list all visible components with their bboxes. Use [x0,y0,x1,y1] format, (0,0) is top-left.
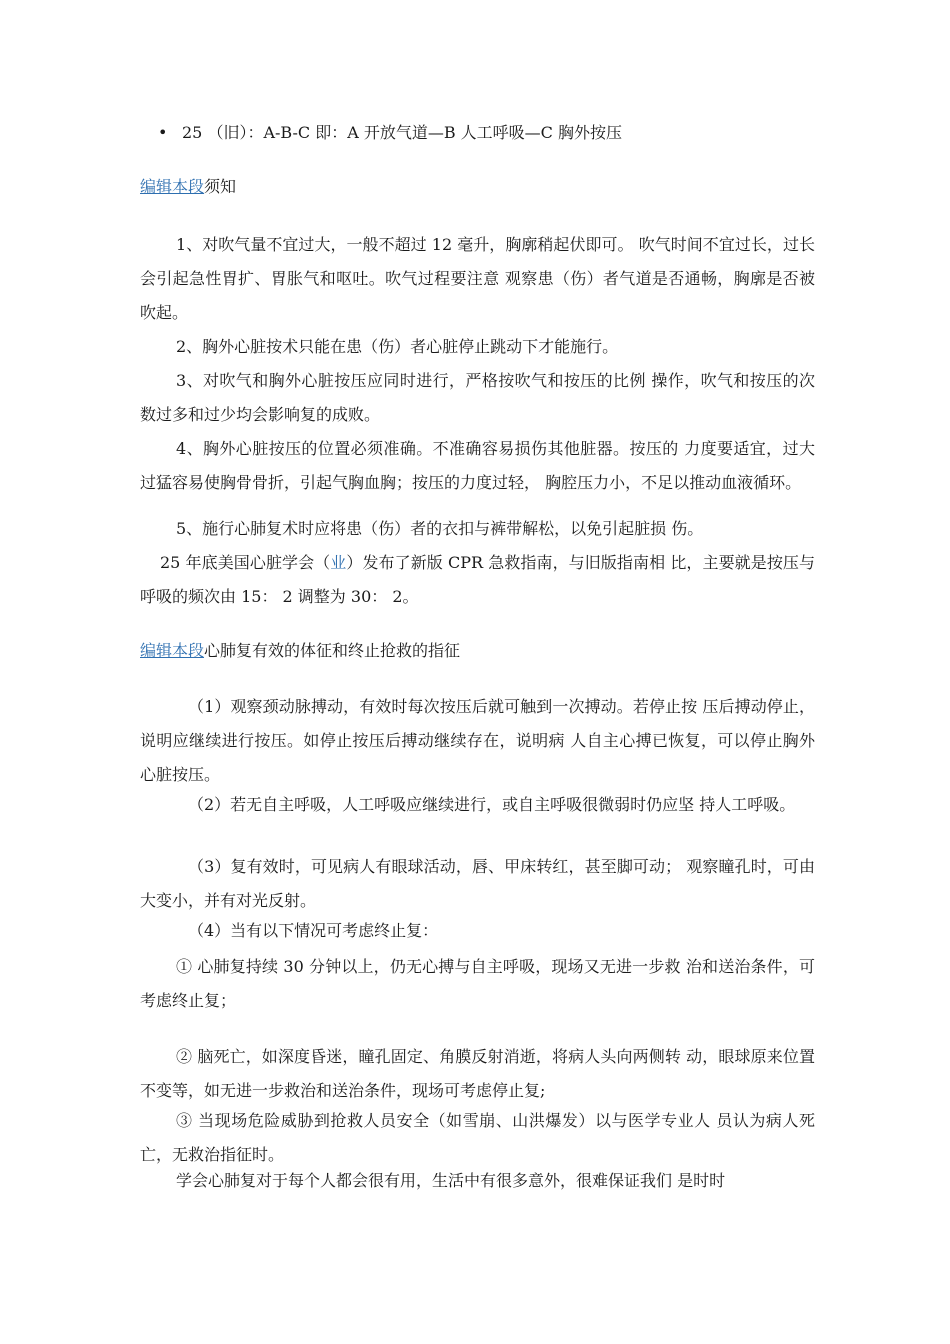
note-paragraph: 5、施行心肺复术时应将患（伤）者的衣扣与裤带解松，以免引起脏损 伤。 [176,519,704,538]
bullet-item [158,116,822,150]
guideline-text-after: ）发布了新版 CPR 急救指南，与旧版指南相 比，主要就是按压与呼吸的频次由 15： 2 调整为 30： 2。 [140,553,815,606]
sign-paragraph: （3）复有效时，可见病人有眼球活动，唇、甲床转红，甚至脚可动； 观察瞳孔时，可由大变小，并有对光反射。 [140,857,815,910]
section-title: 心肺复有效的体征和终止抢救的指征 [204,641,461,660]
condition-paragraph: ③ 当现场危险威胁到抢救人员安全（如雪崩、山洪爆发）以与医学专业人 员认为病人死亡，无救治指征时。 [140,1111,815,1164]
condition-paragraph: ② 脑死亡，如深度昏迷，瞳孔固定、角膜反射消逝，将病人头向两侧转 动，眼球原来位置不变等，如无进一步救治和送治条件，现场可考虑停止复; [140,1047,815,1100]
note-paragraph: 4、胸外心脏按压的位置必须准确。不准确容易损伤其他脏器。按压的 力度要适宜，过大过猛容易使胸骨骨折，引起气胸血胸；按压的力度过轻， 胸腔压力小，不足以推动血液循环。 [140,439,815,492]
sign-paragraph: （2）若无自主呼吸，人工呼吸应继续进行，或自主呼吸很微弱时仍应坚 持人工呼吸。 [188,795,796,814]
note-paragraph: 2、胸外心脏按术只能在患（伤）者心脏停止跳动下才能施行。 [176,337,619,356]
note-paragraph: 1、对吹气量不宜过大，一般不超过 12 毫升，胸廓稍起伏即可。 吹气时间不宜过长，过长会引起急性胃扩、胃胀气和呕吐。吹气过程要注意 观察患（伤）者气道是否通畅，胸廓是否被吹起。 [140,235,815,322]
guideline-link[interactable]: 业 [330,553,347,572]
bullet-dot: • [158,123,168,142]
sign-paragraph: （4）当有以下情况可考虑终止复： [188,921,439,940]
bullet-text: 25 （旧）：A-B-C 即：A 开放气道—B 人工呼吸—C 胸外按压 [182,123,623,142]
condition-paragraph: ① 心肺复持续 30 分钟以上，仍无心搏与自主呼吸，现场又无进一步救 治和送治条件，可考虑终止复； [140,957,815,1010]
guideline-text-before: 25 年底美国心脏学会（ [160,553,331,572]
edit-section-link[interactable]: 编辑本段 [140,177,205,196]
section-heading-signs [140,634,815,668]
section-heading-notes [140,170,815,204]
closing-paragraph: 学会心肺复对于每个人都会很有用，生活中有很多意外，很难保证我们 是时时 [176,1171,726,1190]
edit-section-link[interactable]: 编辑本段 [140,641,205,660]
section-title: 须知 [204,177,237,196]
guideline-paragraph [140,546,815,614]
sign-paragraph: （1）观察颈动脉搏动，有效时每次按压后就可触到一次搏动。若停止按 压后搏动停止，说明应继续进行按压。如停止按压后搏动继续存在，说明病 人自主心搏已恢复，可以停止胸外心脏按压。 [140,697,815,784]
note-paragraph: 3、对吹气和胸外心脏按压应同时进行，严格按吹气和按压的比例 操作，吹气和按压的次数过多和过少均会影响复的成败。 [140,371,815,424]
